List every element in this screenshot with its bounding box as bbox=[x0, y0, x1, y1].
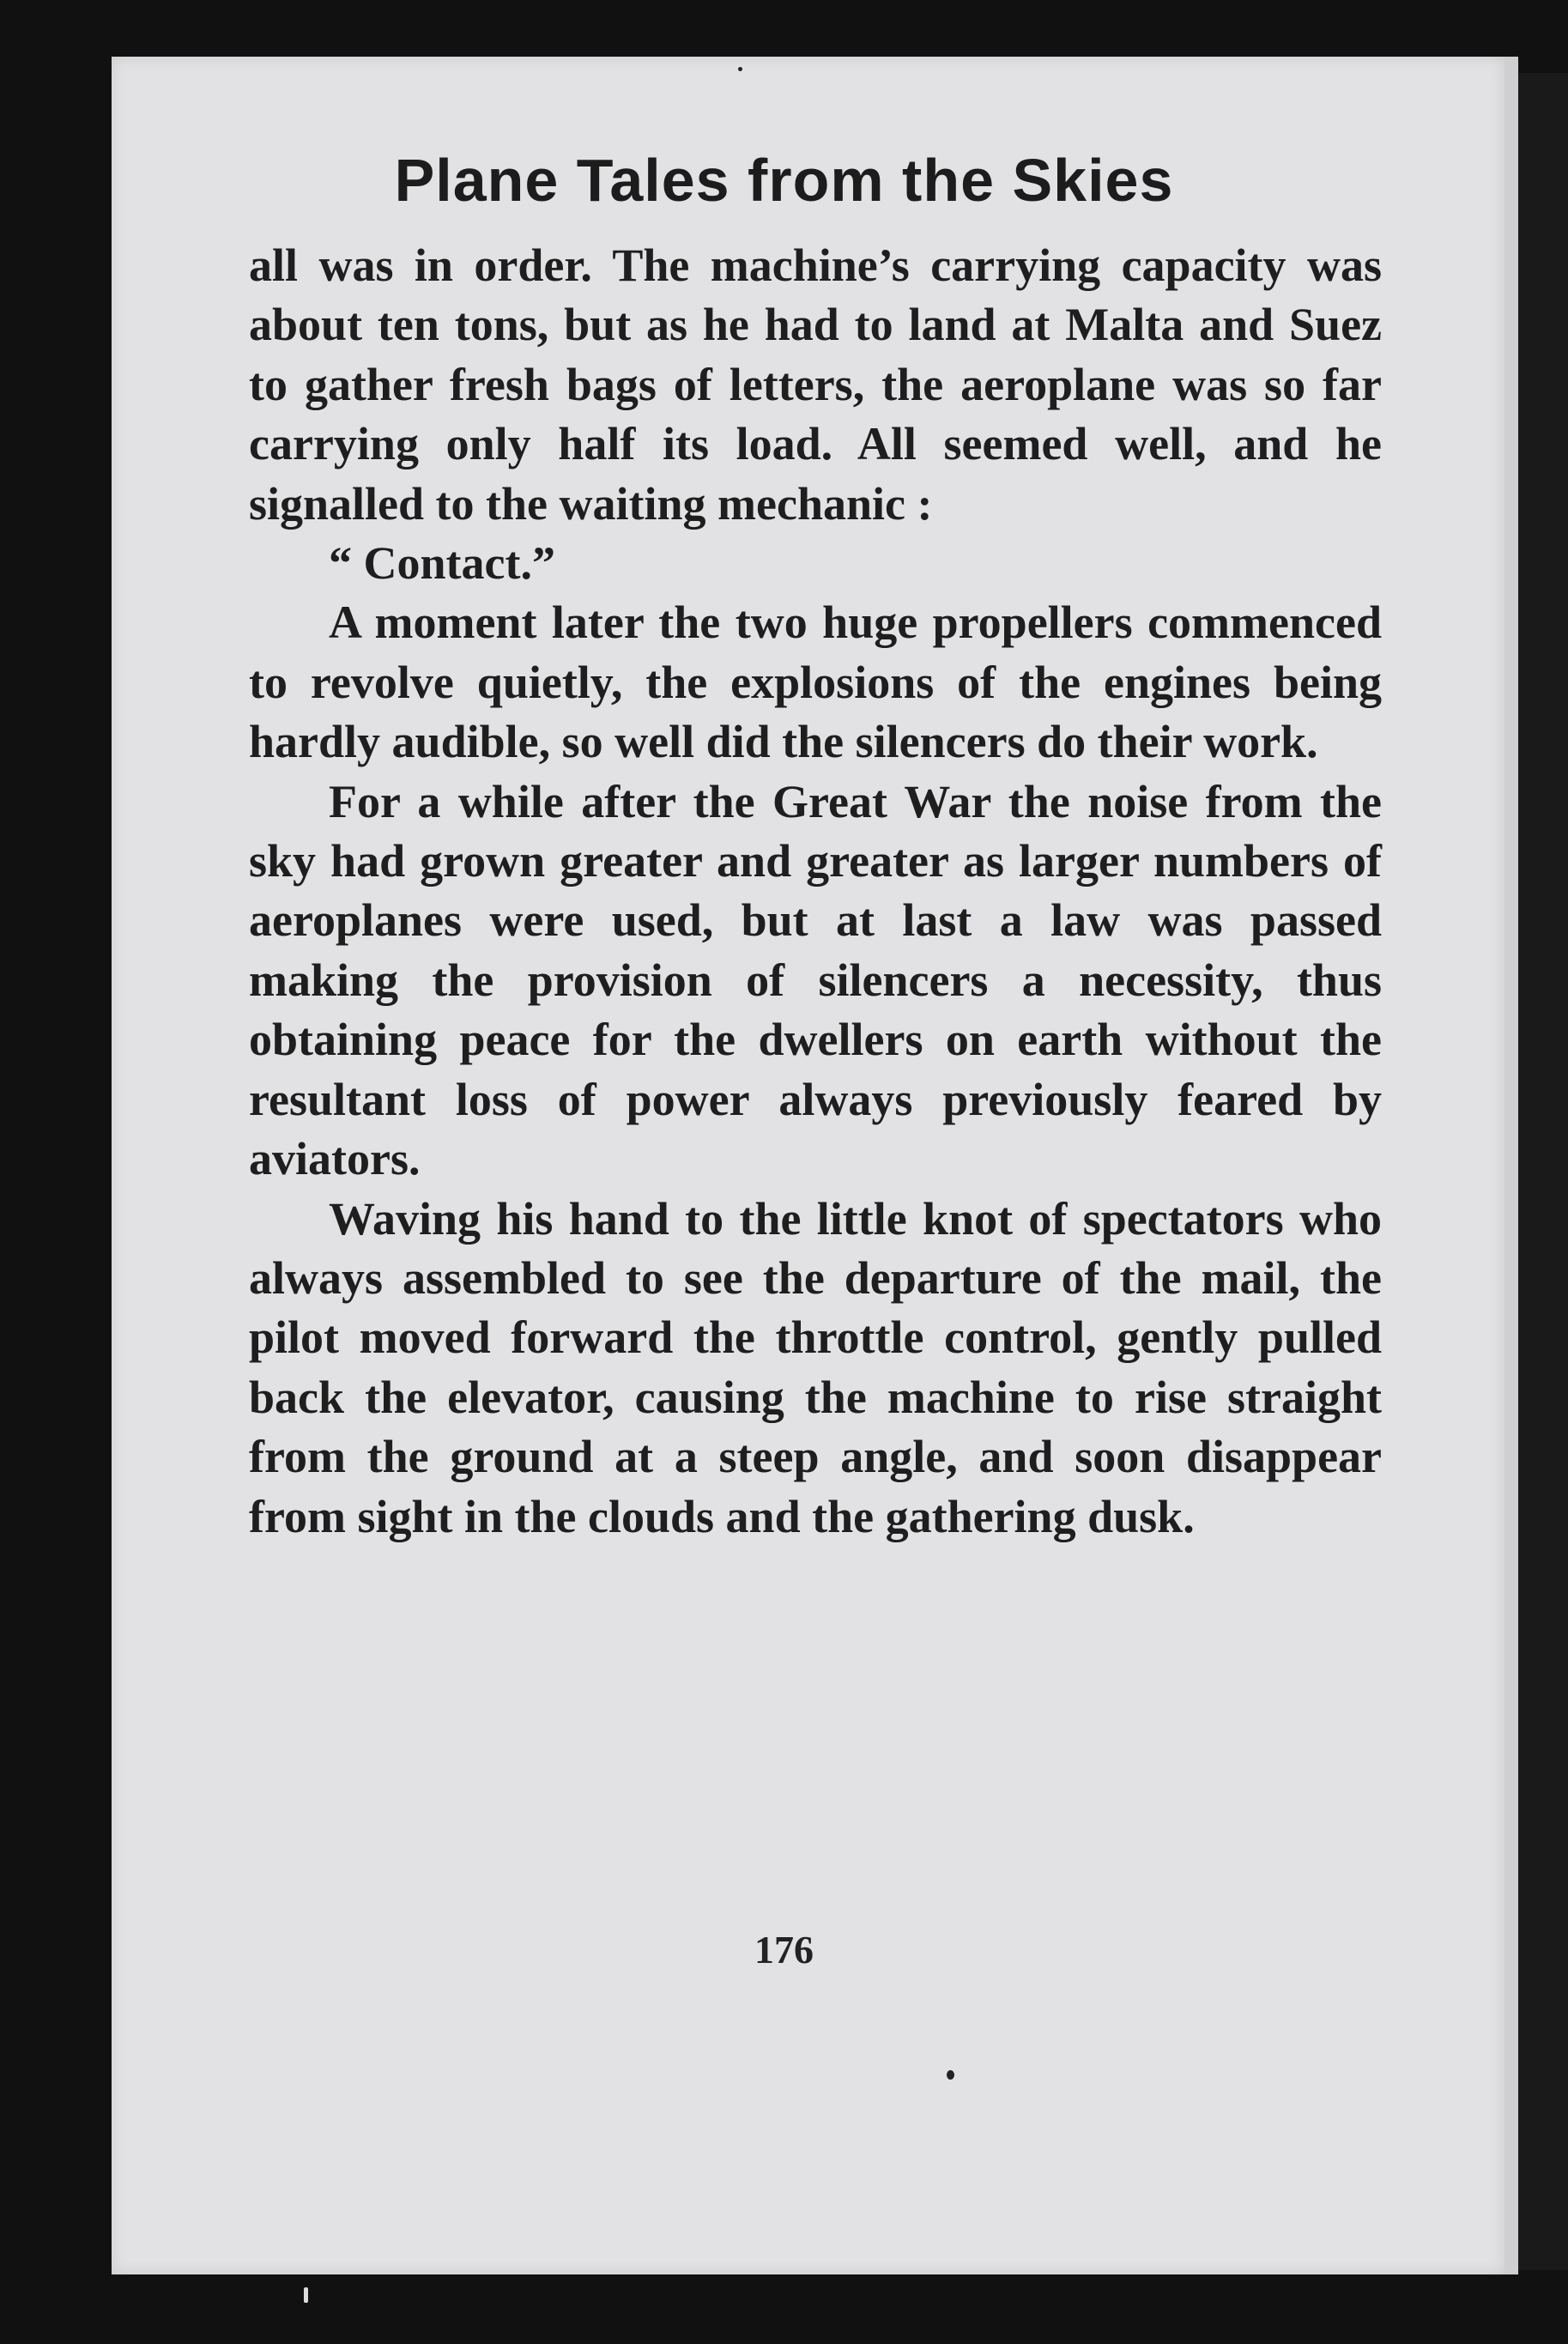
paragraph-3: A moment later the two huge propellers commenced to revolve quietly, the explosions of the engines being hardly audible, so well did the silencers do their work. bbox=[249, 597, 1382, 768]
body-text bbox=[249, 236, 1382, 1547]
paragraph-2: “ Contact.” bbox=[329, 537, 555, 590]
page-number: 176 bbox=[754, 1928, 814, 1972]
paragraph-4: For a while after the Great War the noise from the sky had grown greater and greater as larger numbers of aeroplanes were used, but at last a law was passed making the provision of silencers a necessity, thus obtaining peace for the dwellers on earth without the resultant loss of power always previously feared by aviators. bbox=[249, 775, 1382, 1185]
running-head: Plane Tales from the Skies bbox=[394, 147, 1174, 214]
scan-speck bbox=[304, 2287, 308, 2303]
paragraph-5: Waving his hand to the little knot of spectators who always assembled to see the departure of the mail, the pilot moved forward the throttle control, gently pulled back the elevator, causing the machine to rise straight from the ground at a steep angle, and soon disappear from sight in the clouds and the gathering dusk. bbox=[249, 1192, 1382, 1542]
paragraph-1: all was in order. The machine’s carrying capacity was about ten tons, but as he had to land at Malta and Suez to gather fresh bags of letters, the aeroplane was so far carrying only half its load. All seemed well, and he signalled to the waiting mechanic : bbox=[249, 239, 1382, 530]
scan-speck bbox=[947, 2070, 954, 2080]
scan-speck bbox=[738, 67, 742, 71]
